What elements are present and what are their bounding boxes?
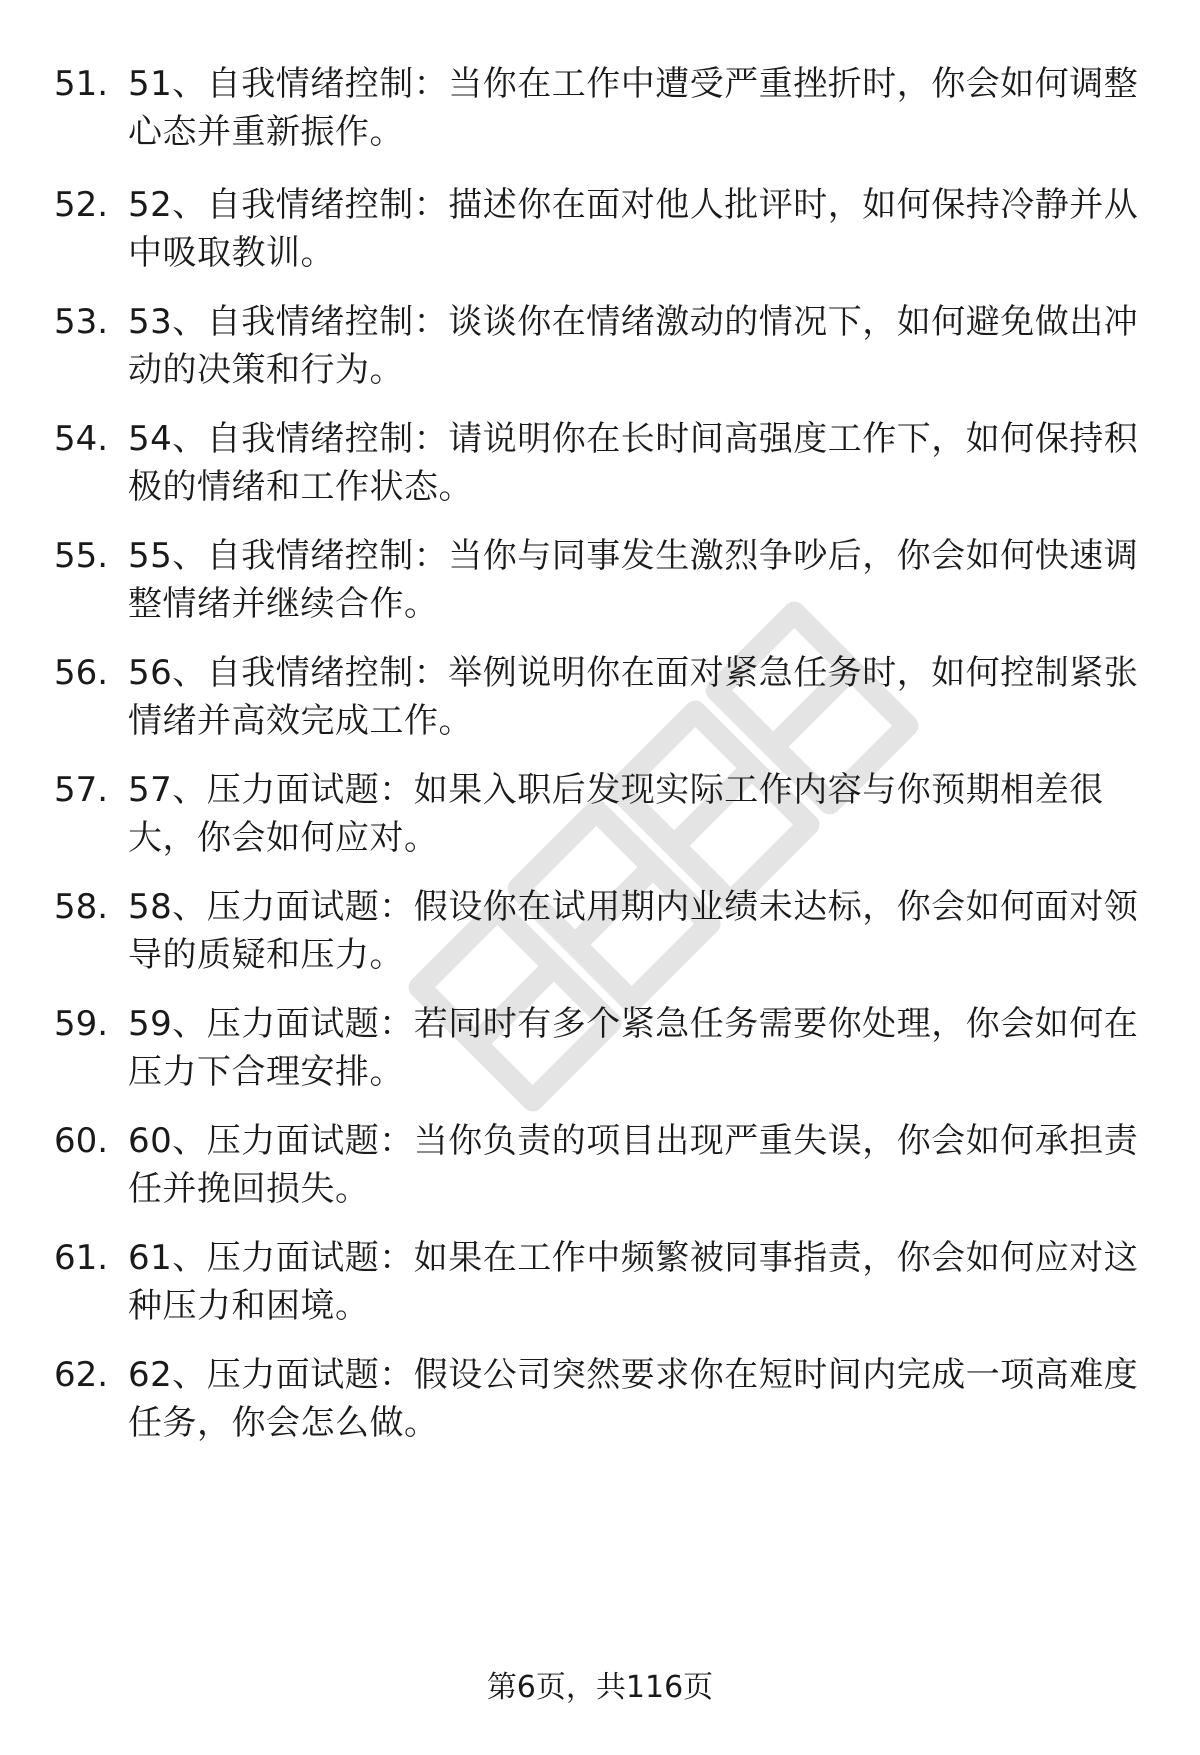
item-text: 51、自我情绪控制：当你在工作中遭受严重挫折时，你会如何调整心态并重新振作。	[128, 64, 1139, 152]
item-number: 58.	[54, 887, 109, 927]
page-footer: 第6页，共116页	[486, 1670, 714, 1705]
item-text: 59、压力面试题：若同时有多个紧急任务需要你处理，你会如何在压力下合理安排。	[128, 1004, 1139, 1092]
item-number: 59.	[54, 1004, 109, 1044]
item-number: 60.	[54, 1121, 109, 1161]
item-number: 57.	[54, 770, 109, 810]
item-text: 62、压力面试题：假设公司突然要求你在短时间内完成一项高难度任务，你会怎么做。	[128, 1355, 1139, 1443]
item-text: 61、压力面试题：如果在工作中频繁被同事指责，你会如何应对这种压力和困境。	[128, 1238, 1139, 1326]
item-text: 56、自我情绪控制：举例说明你在面对紧急任务时，如何控制紧张情绪并高效完成工作。	[128, 653, 1139, 741]
item-text: 60、压力面试题：当你负责的项目出现严重失误，你会如何承担责任并挽回损失。	[128, 1121, 1139, 1209]
item-text: 57、压力面试题：如果入职后发现实际工作内容与你预期相差很大，你会如何应对。	[128, 770, 1104, 858]
item-number: 55.	[54, 536, 109, 576]
item-number: 52.	[54, 185, 109, 225]
item-number: 62.	[54, 1355, 109, 1395]
item-text: 54、自我情绪控制：请说明你在长时间高强度工作下，如何保持积极的情绪和工作状态。	[128, 419, 1139, 507]
item-number: 56.	[54, 653, 109, 693]
item-text: 58、压力面试题：假设你在试用期内业绩未达标，你会如何面对领导的质疑和压力。	[128, 887, 1139, 975]
item-text: 52、自我情绪控制：描述你在面对他人批评时，如何保持冷静并从中吸取教训。	[128, 185, 1139, 273]
item-number: 54.	[54, 419, 109, 459]
item-text: 53、自我情绪控制：谈谈你在情绪激动的情况下，如何避免做出冲动的决策和行为。	[128, 302, 1139, 390]
item-number: 61.	[54, 1238, 109, 1278]
item-number: 51.	[54, 64, 109, 104]
item-number: 53.	[54, 302, 109, 342]
item-text: 55、自我情绪控制：当你与同事发生激烈争吵后，你会如何快速调整情绪并继续合作。	[128, 536, 1139, 624]
